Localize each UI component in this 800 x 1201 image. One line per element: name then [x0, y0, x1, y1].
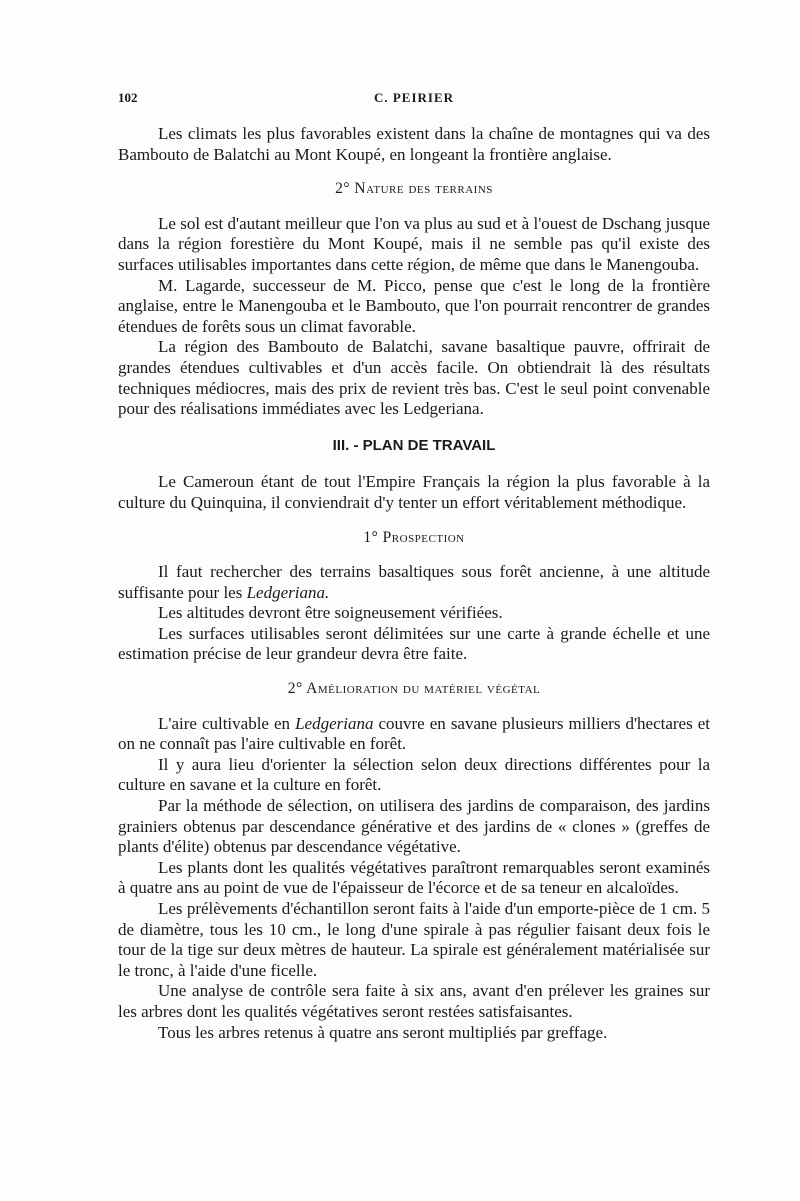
- prospection-paragraph-2: Les altitudes devront être soigneusement vérifiées.: [158, 603, 503, 623]
- amelioration-paragraph-3: Par la méthode de sélection, on utilisera des jardins de comparaison, des jardins grainiers obtenus par descendance générative et des jardins de « clones » (greffes de plants d'élite) obtenus par descendance végétative.: [118, 796, 710, 857]
- heading-nature-des-terrains: 2° Nature des terrains: [335, 180, 493, 198]
- amelioration-p1-before: L'aire cultivable en: [158, 713, 296, 733]
- page-number: 102: [118, 90, 138, 105]
- nature-paragraph-2: M. Lagarde, successeur de M. Picco, pense que c'est le long de la frontière anglaise, entre le Manengouba et le Bambouto, que l'on pourrait rencontrer de grandes étendues de forêts sous un climat favorable.: [118, 275, 710, 336]
- intro-paragraph: Les climats les plus favorables existent dans la chaîne de montagnes qui va des Bambouto de Balatchi au Mont Koupé, en longeant la frontière anglaise.: [118, 124, 710, 164]
- amelioration-paragraph-6: Une analyse de contrôle sera faite à six ans, avant d'en prélever les graines sur les arbres dont les qualités végétatives seront restées satisfaisantes.: [118, 981, 710, 1021]
- heading-prospection: 1° Prospection: [363, 528, 465, 546]
- amelioration-paragraph-7: Tous les arbres retenus à quatre ans seront multipliés par greffage.: [158, 1022, 608, 1042]
- prospection-paragraph-1: [118, 562, 710, 603]
- prospection-p1-italic: Ledgeriana.: [246, 582, 330, 602]
- amelioration-paragraph-4: Les plants dont les qualités végétatives paraîtront remarquables seront examinés à quatre ans au point de vue de l'épaisseur de l'écorce et de sa teneur en alcaloïdes.: [118, 857, 710, 898]
- running-author: C. PEIRIER: [373, 90, 455, 105]
- heading-plan-de-travail: III. - PLAN DE TRAVAIL: [332, 436, 496, 454]
- amelioration-paragraph-2: Il y aura lieu d'orienter la sélection selon deux directions différentes pour la culture en savane et la culture en forêt.: [118, 754, 710, 795]
- nature-paragraph-1: Le sol est d'autant meilleur que l'on va plus au sud et à l'ouest de Dschang jusque dans la région forestière du Mont Koupé, mais il ne semble pas qu'il existe des surfaces utilisables importantes dans cette région, de même que dans le Manengouba.: [118, 213, 710, 274]
- plan-paragraph-1: Le Cameroun étant de tout l'Empire Français la région la plus favorable à la culture du Quinquina, il conviendrait d'y tenter un effort véritablement méthodique.: [118, 472, 710, 512]
- page-body: [118, 124, 710, 1043]
- amelioration-p1-after: couvre en savane plusieurs milliers d'hectares et on ne connaît pas l'aire cultivable en forêt.: [118, 713, 710, 754]
- heading-amelioration: 2° Amélioration du matériel végétal: [287, 680, 541, 698]
- amelioration-paragraph-5: Les prélèvements d'échantillon seront faits à l'aide d'un emporte-pièce de 1 cm. 5 de diamètre, tous les 10 cm., le long d'une spirale à pas régulier faisant deux fois le tour de la tige sur deux mètres de hauteur. La spirale est généralement matérialisée sur le tronc, à l'aide d'une ficelle.: [118, 899, 710, 980]
- prospection-p1-text: Il faut rechercher des terrains basaltiques sous forêt ancienne, à une altitude suffisante pour les: [118, 562, 710, 602]
- nature-paragraph-3: La région des Bambouto de Balatchi, savane basaltique pauvre, offrirait de grandes étendues cultivables et d'un accès facile. On obtiendrait là des résultats techniques médiocres, mais des prix de revient très bas. C'est le seul point convenable pour des réalisations immédiates avec les Ledgeriana.: [118, 337, 710, 419]
- amelioration-p1-italic: Ledgeriana: [295, 713, 374, 733]
- amelioration-paragraph-1: [118, 714, 710, 755]
- prospection-paragraph-3: Les surfaces utilisables seront délimitées sur une carte à grande échelle et une estimation précise de leur grandeur devra être faite.: [118, 623, 710, 664]
